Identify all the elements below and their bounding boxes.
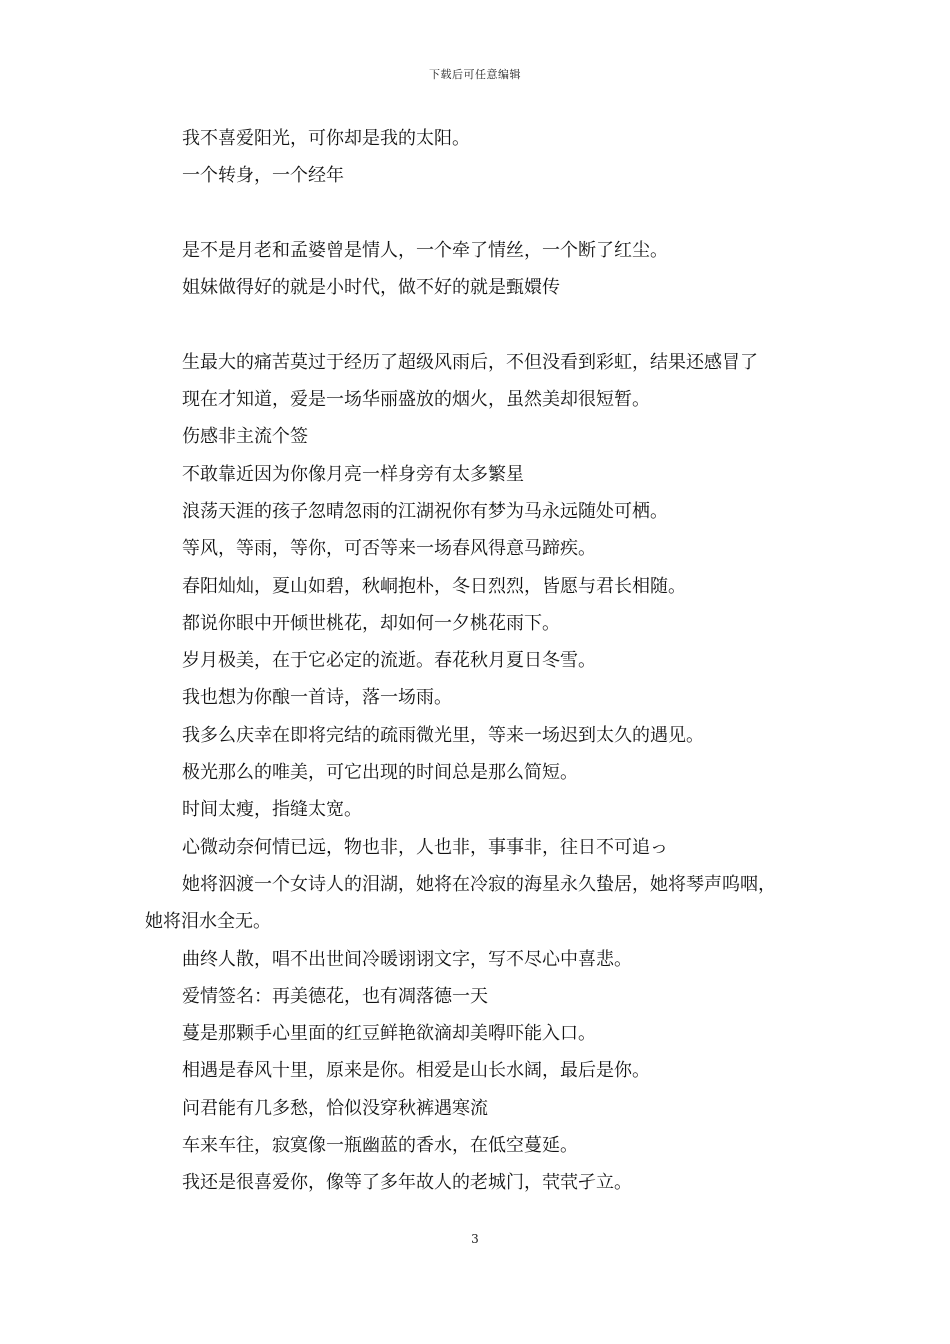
text-line: 浪荡天涯的孩子忽晴忽雨的江湖祝你有梦为马永远随处可栖。 [182,500,668,522]
text-line: 是不是月老和孟婆曾是情人，一个牵了情丝，一个断了红尘。 [182,239,668,261]
text-line: 我多么庆幸在即将完结的疏雨微光里，等来一场迟到太久的遇见。 [182,724,704,746]
text-line: 问君能有几多愁，恰似没穿秋裤遇寒流 [182,1097,488,1119]
text-line: 时间太瘦，指缝太宽。 [182,799,362,821]
text-line: 一个转身，一个经年 [182,165,344,187]
text-line: 爱情签名：再美德花，也有凋落德一天 [182,985,488,1007]
text-line: 相遇是春风十里，原来是你。相爱是山长水阔，最后是你。 [182,1060,650,1082]
text-line-continuation: 她将泪水全无。 [145,911,271,933]
document-body [145,120,825,1202]
text-line: 等风，等雨，等你，可否等来一场春风得意马蹄疾。 [182,538,596,560]
text-line: 极光那么的唯美，可它出现的时间总是那么简短。 [182,762,578,784]
text-line: 不敢靠近因为你像月亮一样身旁有太多繁星 [182,463,524,485]
text-line: 姐妹做得好的就是小时代，做不好的就是甄嬛传 [182,277,560,299]
text-line: 岁月极美，在于它必定的流逝。春花秋月夏日冬雪。 [182,650,596,672]
blank-line [145,195,825,232]
text-line: 心微动奈何情已远，物也非，人也非，事事非，往日不可追っ [182,836,668,858]
text-line: 车来车往，寂寞像一瓶幽蓝的香水，在低空蔓延。 [182,1135,578,1157]
page-header: 下载后可任意编辑 [429,68,521,81]
text-line: 都说你眼中开倾世桃花，却如何一夕桃花雨下。 [182,612,560,634]
text-line: 蔓是那颗手心里面的红豆鲜艳欲滴却美嘚吓能入口。 [182,1023,596,1045]
text-line-wrapped: 她将泅渡一个女诗人的泪湖，她将在冷寂的海星永久蛰居，她将琴声呜咽， [182,873,776,895]
text-line: 我也想为你酿一首诗，落一场雨。 [182,687,452,709]
text-line: 现在才知道，爱是一场华丽盛放的烟火，虽然美却很短暂。 [182,389,650,411]
text-line: 春阳灿灿，夏山如碧，秋峒抱朴，冬日烈烈，皆愿与君长相随。 [182,575,686,597]
text-line: 曲终人散，唱不出世间冷暖诩诩文字，写不尽心中喜悲。 [182,948,632,970]
page-number: 3 [471,1232,479,1246]
blank-line [145,306,825,343]
text-line: 我还是很喜爱你，像等了多年故人的老城门，茕茕孑立。 [182,1172,632,1194]
text-line: 伤感非主流个签 [182,426,308,448]
text-line: 生最大的痛苦莫过于经历了超级风雨后，不但没看到彩虹，结果还感冒了 [182,351,758,373]
text-line: 我不喜爱阳光，可你却是我的太阳。 [182,128,470,149]
